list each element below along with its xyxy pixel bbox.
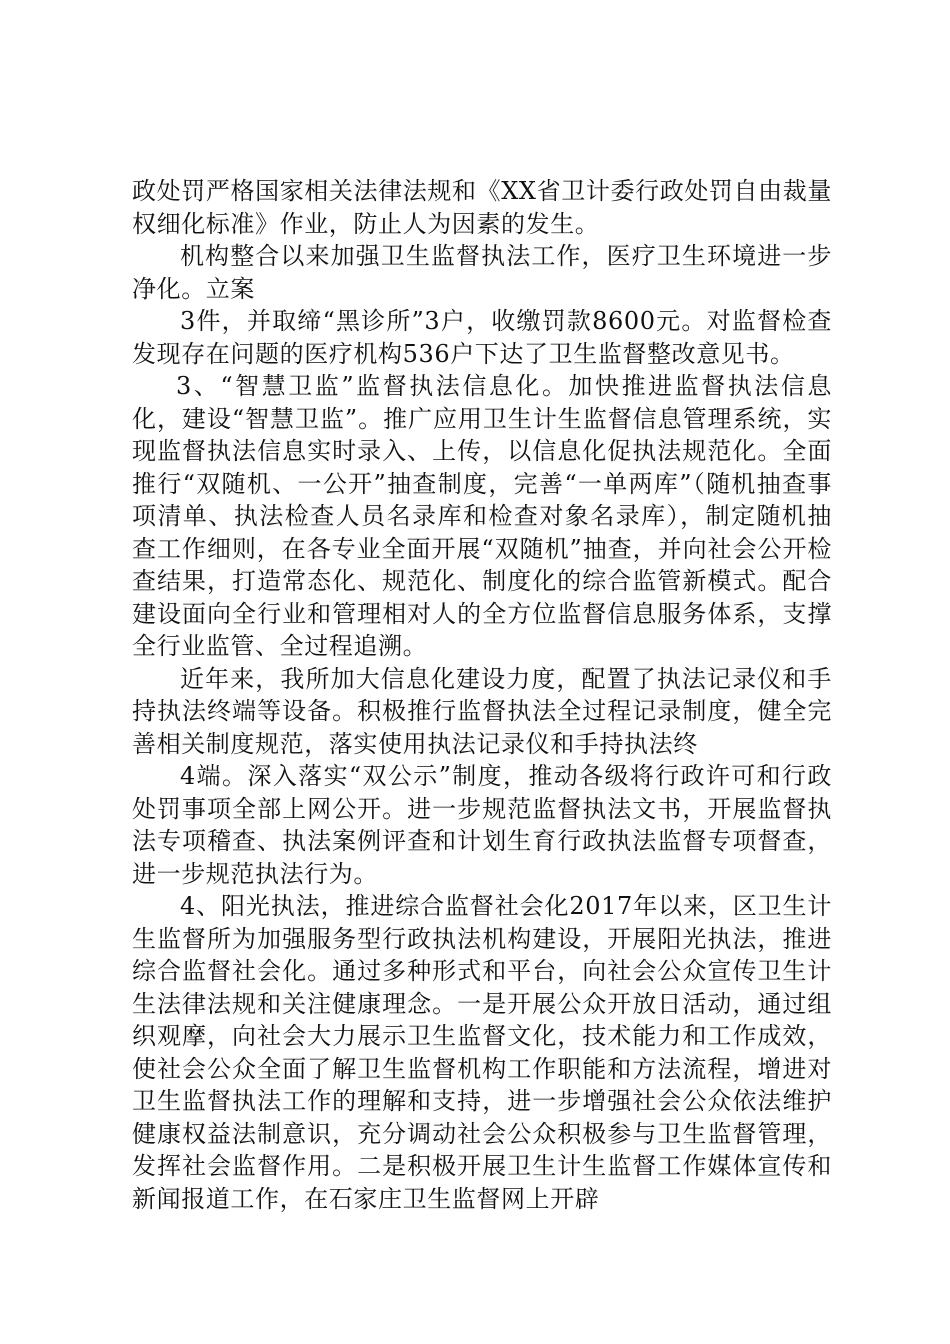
paragraph-institution-integration: 机构整合以来加强卫生监督执法工作，医疗卫生环境进一步净化。立案 (132, 242, 832, 303)
paragraph-informatization: 近年来，我所加大信息化建设力度，配置了执法记录仪和手持执法终端等设备。积极推行监督执法全过程记录制度，健全完善相关制度规范，落实使用执法记录仪和手持执法终 (132, 664, 832, 758)
paragraph-dual-publicity: 4端。深入落实“双公示”制度，推动各级将行政许可和行政处罚事项全部上网公开。进一步规范监督执法文书，开展监督执法专项稽查、执法案例评查和计划生育行政执法监督专项督查，进一步规范执法行为。 (132, 762, 832, 888)
paragraph-continuation: 政处罚严格国家相关法律法规和《XX省卫计委行政处罚自由裁量权细化标准》作业，防止人为因素的发生。 (132, 177, 832, 238)
paragraph-case-stats: 3件，并取缔“黑诊所”3户，收缴罚款8600元。对监督检查发现存在问题的医疗机构536户下达了卫生监督整改意见书。 (132, 307, 832, 368)
paragraph-smart-supervision: 3、“智慧卫监”监督执法信息化。加快推进监督执法信息化，建设“智慧卫监”。推广应用卫生计生监督信息管理系统，实现监督执法信息实时录入、上传，以信息化促执法规范化。全面推行“双随机、一公开”抽查制度，完善“一单两库”（随机抽查事项清单、执法检查人员名录库和检查对象名录库），制定随机抽查工作细则，在各专业全面开展“双随机”抽查，并向社会公开检查结果，打造常态化、规范化、制度化的综合监管新模式。配合建设面向全行业和管理相对人的全方位监督信息服务体系，支撑全行业监管、全过程追溯。 (132, 372, 832, 660)
paragraph-sunshine-enforcement: 4、阳光执法，推进综合监督社会化2017年以来，区卫生计生监督所为加强服务型行政执法机构建设，开展阳光执法，推进综合监督社会化。通过多种形式和平台，向社会公众宣传卫生计生法律法规和关注健康理念。一是开展公众开放日活动，通过组织观摩，向社会大力展示卫生监督文化，技术能力和工作成效，使社会公众全面了解卫生监督机构工作职能和方法流程，增进对卫生监督执法工作的理解和支持，进一步增强社会公众依法维护健康权益法制意识，充分调动社会公众积极参与卫生监督管理，发挥社会监督作用。二是积极开展卫生计生监督工作媒体宣传和新闻报道工作，在石家庄卫生监督网上开辟 (132, 892, 832, 1213)
document-body (132, 175, 832, 1215)
